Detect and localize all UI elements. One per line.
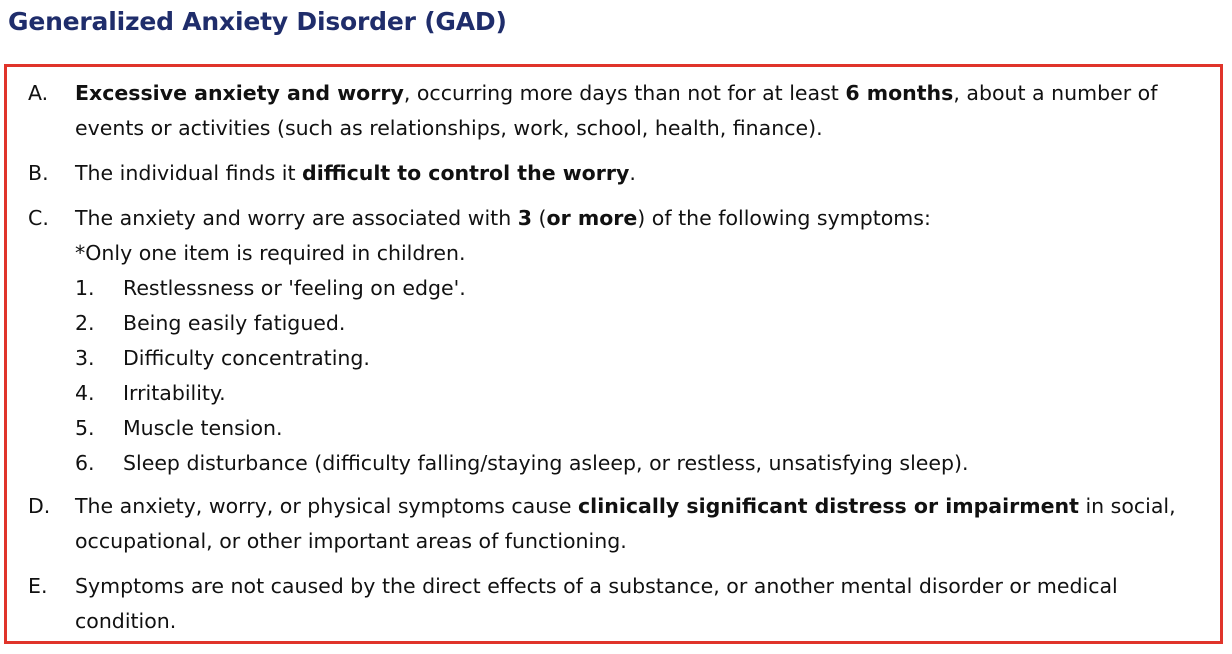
symptom-number: 3. xyxy=(75,346,95,370)
symptom-item xyxy=(75,376,1200,411)
symptom-number: 5. xyxy=(75,416,95,440)
symptom-number: 6. xyxy=(75,451,95,475)
symptom-item xyxy=(75,306,1200,341)
symptom-item xyxy=(75,446,1200,481)
symptom-item xyxy=(75,411,1200,446)
symptom-number: 4. xyxy=(75,381,95,405)
criterion-c-seg-3: ( xyxy=(531,206,547,230)
criterion-a-bold-1: Excessive anxiety and worry xyxy=(75,81,404,105)
criterion-e-letter: E. xyxy=(28,574,48,598)
page-title: Generalized Anxiety Disorder (GAD) xyxy=(8,7,507,36)
criterion-b-line-1 xyxy=(75,156,1200,191)
criterion-b-seg-1: The individual finds it xyxy=(75,161,303,185)
criterion-d-bold: clinically significant distress or impairment xyxy=(578,494,1079,518)
children-note: *Only one item is required in children. xyxy=(75,241,466,265)
criterion-d-letter: D. xyxy=(28,494,51,518)
criterion-a-line-1 xyxy=(75,76,1200,111)
criterion-c-seg-1: The anxiety and worry are associated with xyxy=(75,206,518,230)
criterion-a-bold-2: 6 months xyxy=(845,81,954,105)
symptom-text: Irritability. xyxy=(123,381,226,405)
criterion-c-bold-2: or more xyxy=(546,206,638,230)
criterion-c-bold-1: 3 xyxy=(517,206,532,230)
criterion-c-text xyxy=(75,201,1200,481)
symptom-text: Restlessness or 'feeling on edge'. xyxy=(123,276,466,300)
criterion-b-letter: B. xyxy=(28,161,49,185)
criterion-d-seg-3: in social, xyxy=(1078,494,1176,518)
criterion-e-line-2: condition. xyxy=(75,609,177,633)
symptom-text: Sleep disturbance (difficulty falling/staying asleep, or restless, unsatisfying sleep). xyxy=(123,451,969,475)
criterion-e-text xyxy=(75,569,1200,639)
criterion-a-text xyxy=(75,76,1200,146)
symptom-item xyxy=(75,271,1200,306)
criterion-c-seg-5: ) of the following symptoms: xyxy=(637,206,931,230)
criteria-box xyxy=(4,64,1223,644)
criterion-d-text xyxy=(75,489,1200,559)
criterion-e-line-1: Symptoms are not caused by the direct effects of a substance, or another mental disorder or medical xyxy=(75,574,1118,598)
criterion-a-letter: A. xyxy=(28,81,49,105)
criterion-b-text xyxy=(75,156,1200,191)
symptom-item xyxy=(75,341,1200,376)
symptom-text: Muscle tension. xyxy=(123,416,283,440)
criterion-a-line-2: events or activities (such as relationships, work, school, health, finance). xyxy=(75,116,823,140)
criterion-d-seg-1: The anxiety, worry, or physical symptoms cause xyxy=(75,494,579,518)
symptom-number: 1. xyxy=(75,276,95,300)
criterion-a-seg-4: , about a number of xyxy=(953,81,1158,105)
criterion-d-line-2: occupational, or other important areas of functioning. xyxy=(75,529,627,553)
symptom-number: 2. xyxy=(75,311,95,335)
criterion-d-line-1 xyxy=(75,489,1200,524)
criterion-b-bold: difficult to control the worry xyxy=(302,161,630,185)
symptom-text: Difficulty concentrating. xyxy=(123,346,370,370)
criterion-a-seg-2: , occurring more days than not for at least xyxy=(403,81,846,105)
criterion-b-seg-3: . xyxy=(629,161,636,185)
criterion-c-line-1 xyxy=(75,201,1200,236)
criterion-c-letter: C. xyxy=(28,206,49,230)
symptom-text: Being easily fatigued. xyxy=(123,311,346,335)
